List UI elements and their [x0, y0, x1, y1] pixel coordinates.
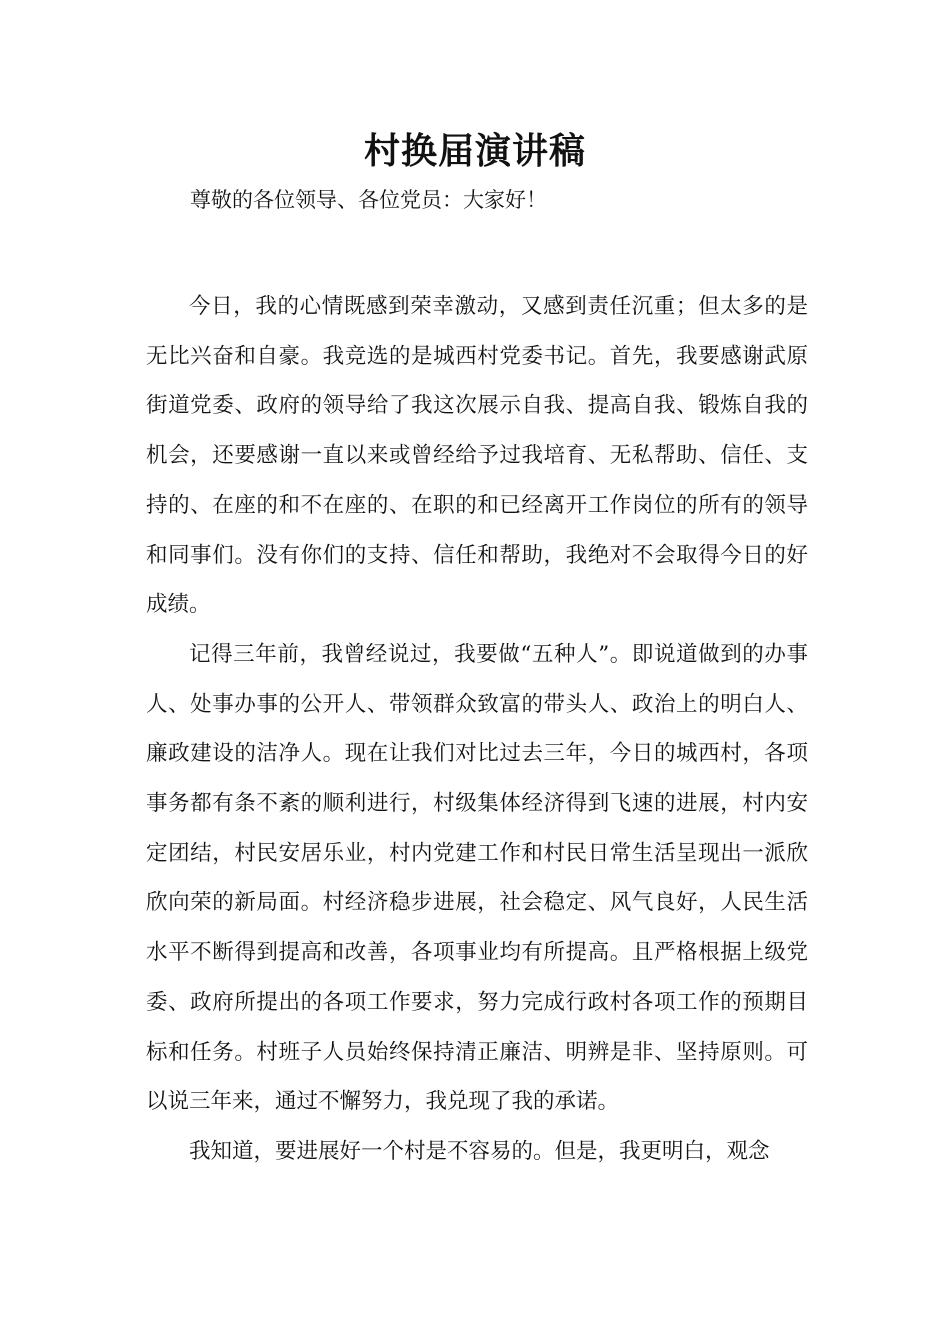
paragraph-gratitude: 今日，我的心情既感到荣幸激动，又感到责任沉重；但太多的是无比兴奋和自豪。我竞选的是城西村党委书记。首先，我要感谢武原街道党委、政府的领导给了我这次展示自我、提高自我、锻炼自我的机会，还要感谢一直以来或曾经给予过我培育、无私帮助、信任、支持的、在座的和不在座的、在职的和已经离开工作岗位的所有的领导和同事们。没有你们的支持、信任和帮助，我绝对不会取得今日的好成绩。	[146, 294, 808, 618]
paragraph-outlook: 我知道，要进展好一个村是不容易的。但是，我更明白，观念	[189, 1138, 770, 1164]
speech-body	[146, 282, 808, 1177]
page-title: 村换届演讲稿	[363, 131, 586, 172]
paragraph-achievements: 记得三年前，我曾经说过，我要做“五种人”。即说道做到的办事人、处事办事的公开人、带领群众致富的带头人、政治上的明白人、廉政建设的洁净人。现在让我们对比过去三年，今日的城西村，各项事务都有条不紊的顺利进行，村级集体经济得到飞速的进展，村内安定团结，村民安居乐业，村内党建工作和村民日常生活呈现出一派欣欣向荣的新局面。村经济稳步进展，社会稳定、风气良好，人民生活水平不断得到提高和改善，各项事业均有所提高。且严格根据上级党委、政府所提出的各项工作要求，努力完成行政村各项工作的预期目标和任务。村班子人员始终保持清正廉洁、明辨是非、坚持原则。可以说三年来，通过不懈努力，我兑现了我的承诺。	[146, 641, 808, 1115]
salutation: 尊敬的各位领导、各位党员：大家好！	[190, 188, 547, 212]
